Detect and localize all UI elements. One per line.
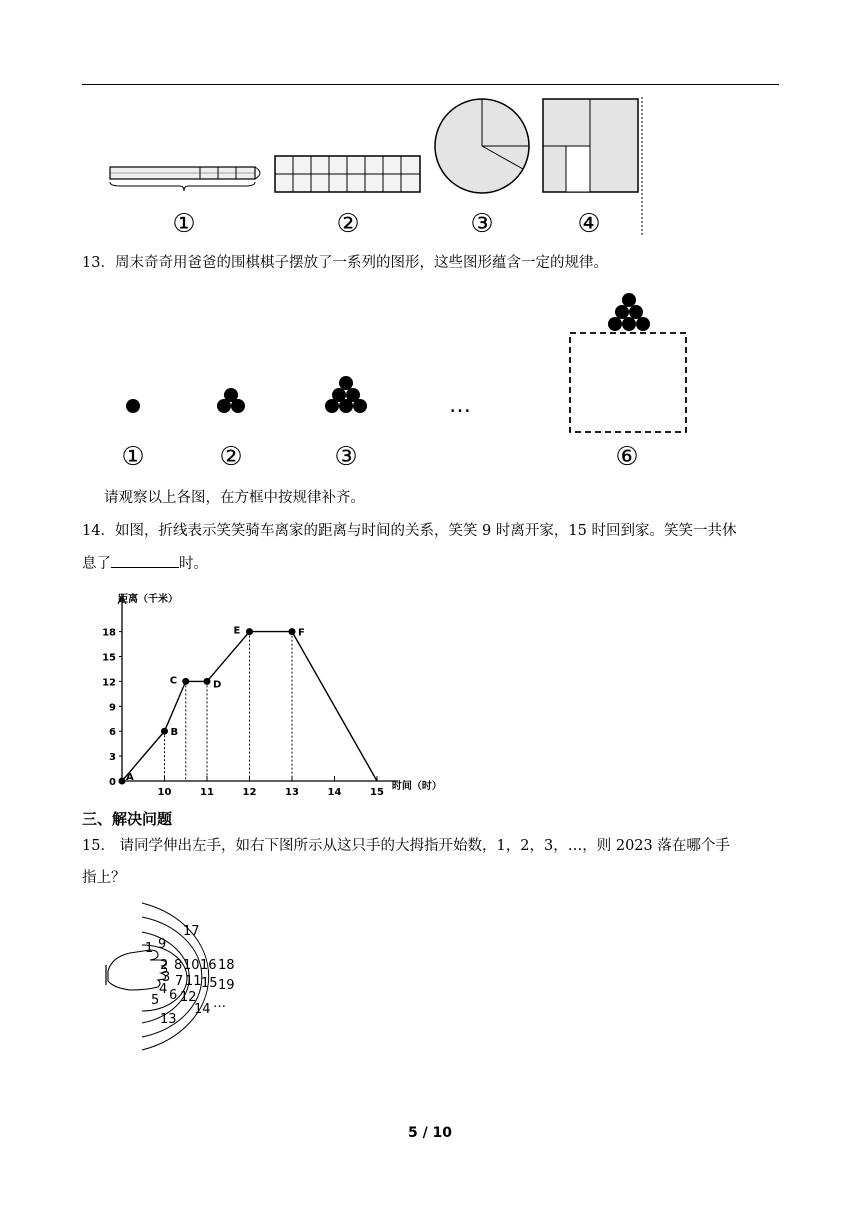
hand-number: 7 (175, 974, 184, 989)
point-C (182, 678, 189, 685)
x-axis-label: 时间（时） (391, 781, 442, 792)
q14-line2-post: 时。 (179, 556, 208, 572)
stone-label-2: ② (219, 442, 243, 472)
x-tick-label: 15 (370, 787, 384, 798)
fraction-figures (100, 92, 660, 242)
answer-box[interactable] (570, 333, 686, 432)
stone-icon (126, 399, 140, 413)
q15-line2: 指上？ (82, 870, 126, 886)
y-tick-label: 0 (109, 777, 116, 788)
hand-number: 8 (174, 958, 183, 973)
page-number: 5 / 10 (407, 1125, 453, 1141)
point-A (119, 778, 126, 785)
hand-number: 15 (201, 976, 218, 991)
point-E (246, 628, 253, 635)
q14-line1: 14．如图，折线表示笑笑骑车离家的距离与时间的关系，笑笑 9 时离开家，15 时回到家。笑笑一共休 (82, 523, 737, 539)
hand-number: 6 (169, 988, 178, 1003)
hand-number: 18 (218, 958, 235, 973)
point-label: E (233, 625, 241, 637)
section-title: 三、解决问题 (82, 810, 173, 828)
q15-line1: 15． 请同学伸出左手，如右下图所示从这只手的大拇指开始数，1，2，3，…，则 2023 落在哪个手 (82, 838, 730, 854)
answer-blank[interactable] (111, 553, 179, 568)
point-label: B (170, 727, 179, 739)
stones-group-3 (325, 376, 367, 413)
point-label: C (169, 675, 178, 687)
hand-number: 1 (145, 941, 154, 956)
figure-3-circle (435, 99, 529, 193)
hand-number: 9 (158, 937, 167, 952)
figure-label-4: ④ (577, 209, 601, 239)
hand-counting-figure (100, 895, 260, 1060)
stone-label-6: ⑥ (615, 442, 639, 472)
hand-number: 19 (218, 978, 235, 993)
y-tick-label: 12 (102, 677, 116, 689)
point-F (289, 628, 296, 635)
stone-label-1: ① (121, 442, 145, 472)
y-tick-label: 6 (109, 727, 116, 739)
q13-instruction: 请观察以上各图，在方框中按规律补齐。 (104, 490, 365, 506)
q13-text: 13．周末奇奇用爸爸的围棋棋子摆放了一系列的图形，这些图形蕴含一定的规律。 (82, 255, 608, 271)
figure-label-1: ① (172, 209, 196, 239)
hand-number: 10 (183, 958, 200, 973)
point-label: D (213, 679, 222, 691)
ellipsis: … (449, 393, 471, 418)
y-tick-label: 3 (109, 752, 116, 764)
y-axis-label: 距离（千米） (118, 594, 178, 605)
point-D (204, 678, 211, 685)
hand-number: 3 (162, 970, 171, 985)
hand-icon (106, 950, 167, 990)
figure-label-3: ③ (470, 209, 494, 239)
point-B (161, 728, 168, 735)
go-stones-figures (100, 285, 720, 475)
point-label: A (126, 772, 134, 783)
q14-line2-pre: 息了 (82, 556, 111, 572)
x-tick-label: 12 (242, 787, 257, 798)
distance-line (122, 632, 377, 781)
header-rule (82, 84, 779, 85)
hand-number: 5 (151, 993, 160, 1008)
x-tick-label: 14 (327, 787, 342, 798)
y-tick-label: 9 (109, 702, 116, 714)
hand-number: 17 (183, 924, 200, 939)
point-label: F (298, 627, 305, 639)
y-tick-label: 18 (102, 627, 116, 639)
distance-time-chart (100, 588, 460, 803)
stones-group-2 (217, 388, 245, 413)
stones-group-6 (608, 293, 650, 331)
hand-number: 16 (200, 958, 217, 973)
figure-label-2: ② (336, 209, 360, 239)
x-tick-label: 13 (285, 787, 299, 798)
figure-1-bar (110, 167, 260, 191)
hand-number: 2 (160, 958, 169, 973)
figure-2-grid (275, 156, 420, 192)
hand-number: … (213, 996, 226, 1011)
q14-line2 (82, 553, 208, 575)
hand-number: 13 (160, 1012, 177, 1027)
hand-number: 4 (159, 982, 168, 997)
hand-number: 12 (180, 990, 197, 1005)
x-tick-label: 10 (157, 787, 172, 798)
stone-label-3: ③ (334, 442, 358, 472)
x-tick-label: 11 (200, 787, 214, 798)
hand-number: 14 (194, 1002, 211, 1017)
y-tick-label: 15 (102, 652, 116, 664)
hand-number: 11 (185, 974, 202, 989)
